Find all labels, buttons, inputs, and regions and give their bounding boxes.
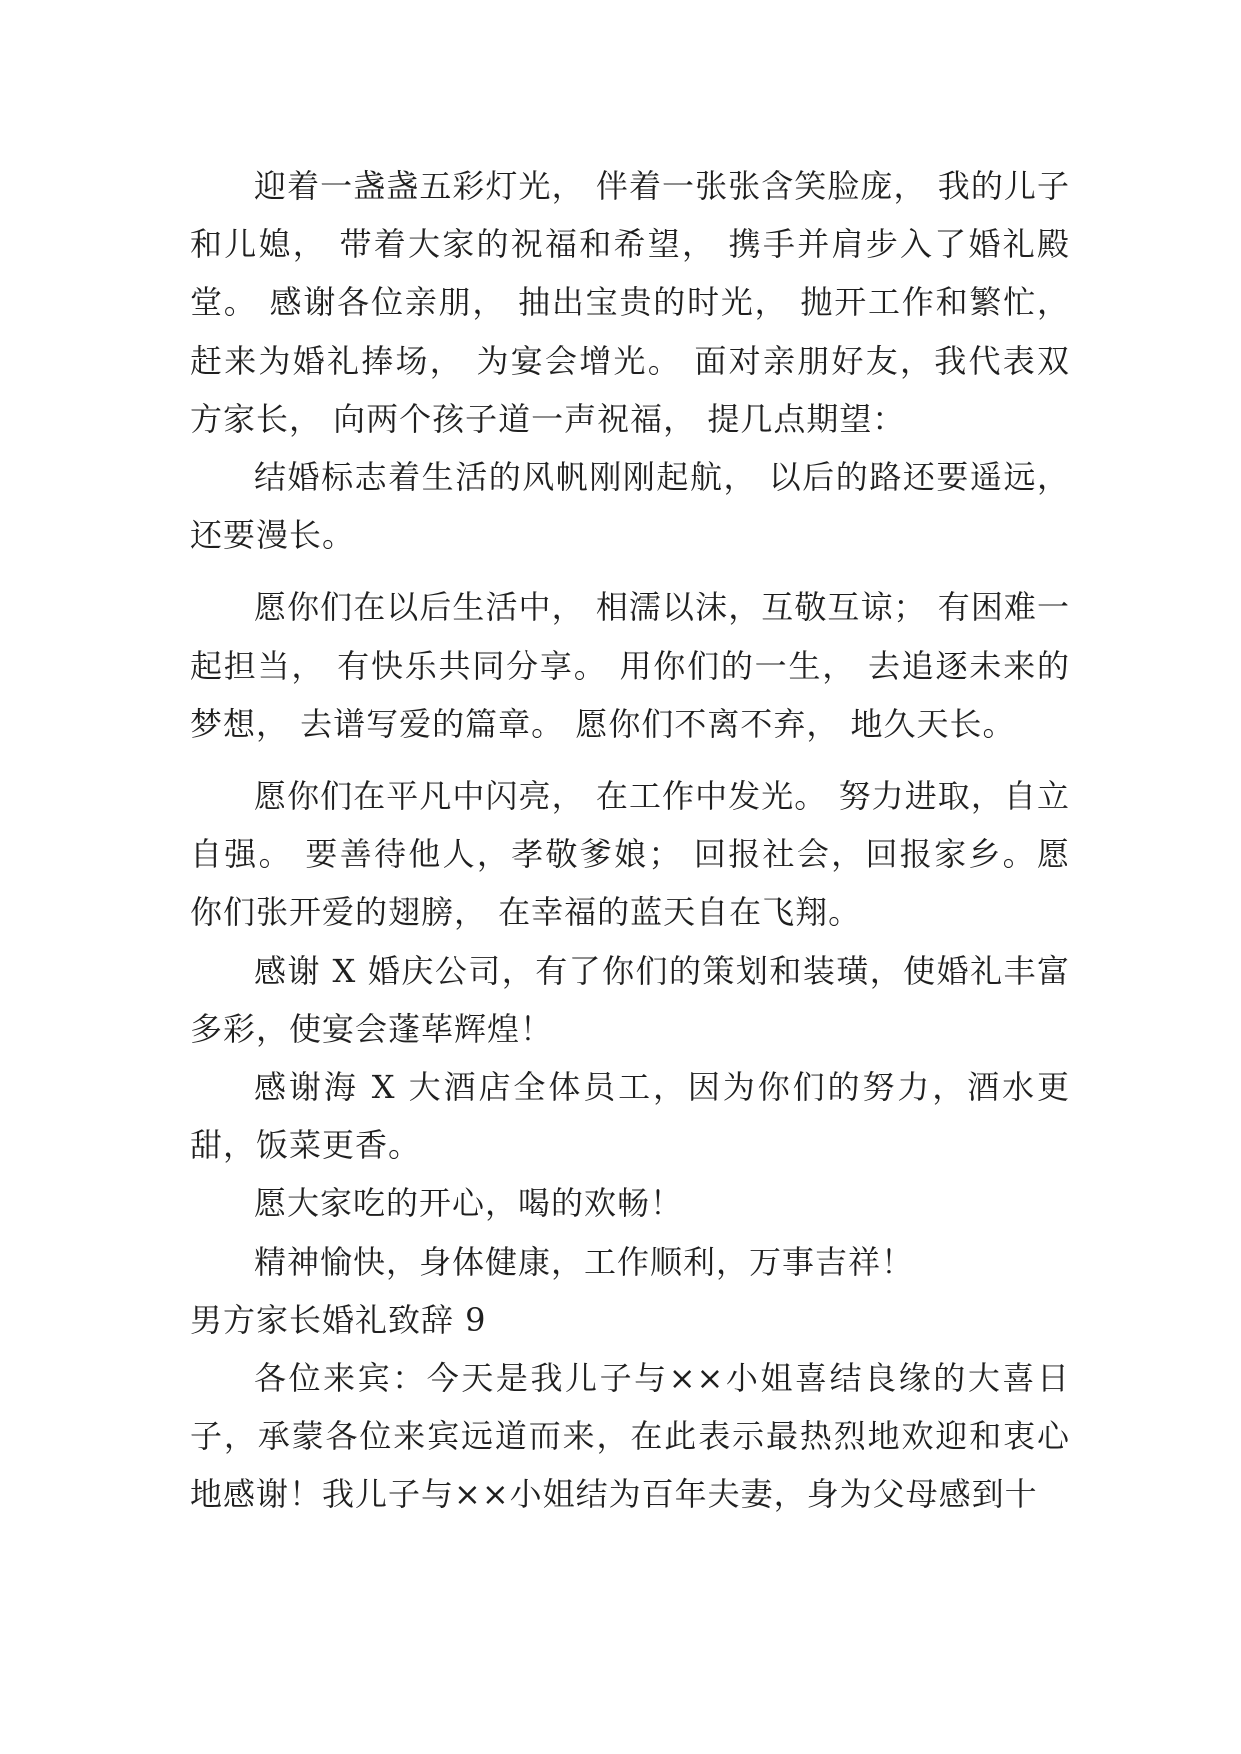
paragraph-enjoy: 愿大家吃的开心，喝的欢畅！ (254, 1184, 684, 1223)
paragraph-wish-work: 愿你们在平凡中闪亮， 在工作中发光。 努力进取，自立自强。 要善待他人，孝敬爹娘； 回报社会，回报家乡。愿你们张开爱的翅膀， 在幸福的蓝天自在飞翔。 (190, 777, 1070, 932)
paragraph-wish-life: 愿你们在以后生活中， 相濡以沫，互敬互谅； 有困难一起担当， 有快乐共同分享。 用你们的一生， 去追逐未来的梦想， 去谱写爱的篇章。 愿你们不离不弃， 地久天长。 (190, 588, 1070, 743)
paragraph-welcome-guests: 各位来宾：今天是我儿子与××小姐喜结良缘的大喜日子，承蒙各位来宾远道而来，在此表示最热烈地欢迎和衷心地感谢！我儿子与××小姐结为百年夫妻，身为父母感到十 (190, 1359, 1070, 1514)
document-page (190, 157, 1070, 1524)
paragraph-thanks-hotel: 感谢海 X 大酒店全体员工，因为你们的努力，酒水更甜，饭菜更香。 (190, 1068, 1070, 1165)
paragraph-thanks-wedding-company: 感谢 X 婚庆公司，有了你们的策划和装璜，使婚礼丰富多彩，使宴会蓬荜辉煌！ (190, 951, 1070, 1048)
paragraph-blessing: 精神愉快，身体健康，工作顺利，万事吉祥！ (254, 1242, 915, 1281)
paragraph-greeting: 迎着一盏盏五彩灯光， 伴着一张张含笑脸庞， 我的儿子和儿媳， 带着大家的祝福和希望， 携手并肩步入了婚礼殿堂。 感谢各位亲朋， 抽出宝贵的时光， 抛开工作和繁忙， 赶来为婚礼捧场， 为宴会增光。 面对亲朋好友，我代表双方家长， 向两个孩子道一声祝福， 提几点期望： (190, 167, 1070, 438)
paragraph-marriage-voyage: 结婚标志着生活的风帆刚刚起航， 以后的路还要遥远，还要漫长。 (190, 458, 1070, 555)
section-title: 男方家长婚礼致辞 9 (190, 1300, 487, 1339)
